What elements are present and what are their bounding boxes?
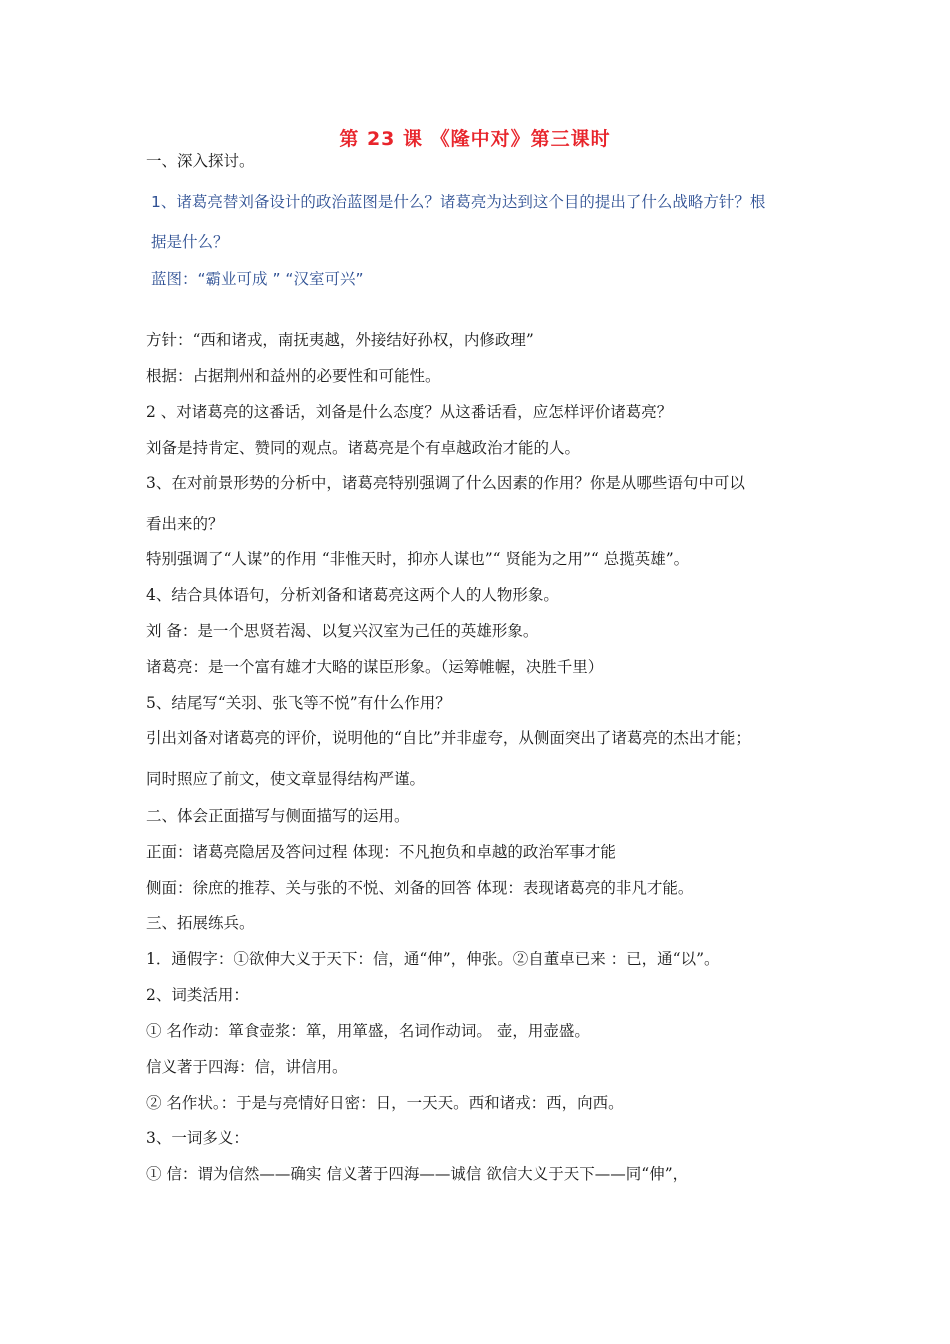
xinyi-example: 信义著于四海：信，讲信用。 bbox=[146, 1058, 348, 1076]
question-3-cont: 看出来的？ bbox=[146, 515, 224, 533]
cilei-huoyong: 2、词类活用： bbox=[146, 986, 249, 1004]
answer-policy: 方针：“西和诸戎，南抚夷越，外接结好孙权，内修政理” bbox=[146, 331, 534, 349]
question-4: 4、结合具体语句，分析刘备和诸葛亮这两个人的人物形象。 bbox=[146, 586, 559, 604]
question-1: 1、诸葛亮替刘备设计的政治蓝图是什么？诸葛亮为达到这个目的提出了什么战略方针？根 bbox=[151, 193, 766, 211]
xin-meanings: ① 信：谓为信然——确实 信义著于四海——诚信 欲信大义于天下——同“伸”， bbox=[146, 1165, 689, 1183]
answer-basis: 根据：占据荆州和益州的必要性和可能性。 bbox=[146, 367, 441, 385]
side-description: 侧面：徐庶的推荐、关与张的不悦、刘备的回答 体现：表现诸葛亮的非凡才能。 bbox=[146, 879, 694, 897]
question-3: 3、在对前景形势的分析中，诸葛亮特别强调了什么因素的作用？你是从哪些语句中可以 bbox=[146, 474, 745, 492]
answer-3: 特别强调了“人谋”的作用 “非惟天时，抑亦人谋也”“ 贤能为之用”“ 总揽英雄”。 bbox=[146, 550, 690, 568]
noun-as-verb: ① 名作动：箪食壶浆：箪，用箪盛，名词作动词。 壶，用壶盛。 bbox=[146, 1022, 590, 1040]
answer-5-cont: 同时照应了前文，使文章显得结构严谨。 bbox=[146, 770, 426, 788]
question-2: 2 、对诸葛亮的这番话，刘备是什么态度？从这番话看，应怎样评价诸葛亮？ bbox=[146, 403, 673, 421]
section-heading-2: 二、体会正面描写与侧面描写的运用。 bbox=[146, 807, 410, 825]
front-description: 正面：诸葛亮隐居及答问过程 体现：不凡抱负和卓越的政治军事才能 bbox=[146, 843, 616, 861]
yici-duoyi: 3、一词多义： bbox=[146, 1129, 249, 1147]
section-heading-1: 一、深入探讨。 bbox=[146, 152, 255, 170]
answer-2: 刘备是持肯定、赞同的观点。诸葛亮是个有卓越政治才能的人。 bbox=[146, 439, 581, 457]
tongjiazi: 1．通假字：①欲伸大义于天下：信，通“伸”，伸张。②自董卓已来 ：已，通“以”。 bbox=[146, 950, 720, 968]
section-heading-3: 三、拓展练兵。 bbox=[146, 914, 255, 932]
noun-as-adverb: ② 名作状。：于是与亮情好日密：日，一天天。西和诸戎：西，向西。 bbox=[146, 1094, 624, 1112]
answer-5: 引出刘备对诸葛亮的评价，说明他的“自比”并非虚夸，从侧面突出了诸葛亮的杰出才能； bbox=[146, 729, 751, 747]
question-5: 5、结尾写“关羽、张飞等不悦”有什么作用？ bbox=[146, 694, 451, 712]
answer-4-zhuge: 诸葛亮：是一个富有雄才大略的谋臣形象。（运筹帷幄，决胜千里） bbox=[146, 658, 604, 676]
page-title: 第 23 课 《隆中对》第三课时 bbox=[339, 128, 611, 150]
question-1-cont: 据是什么？ bbox=[151, 233, 229, 251]
answer-4-liubei: 刘 备：是一个思贤若渴、以复兴汉室为己任的英雄形象。 bbox=[146, 622, 539, 640]
answer-blueprint: 蓝图：“霸业可成 ” “汉室可兴” bbox=[151, 270, 364, 288]
